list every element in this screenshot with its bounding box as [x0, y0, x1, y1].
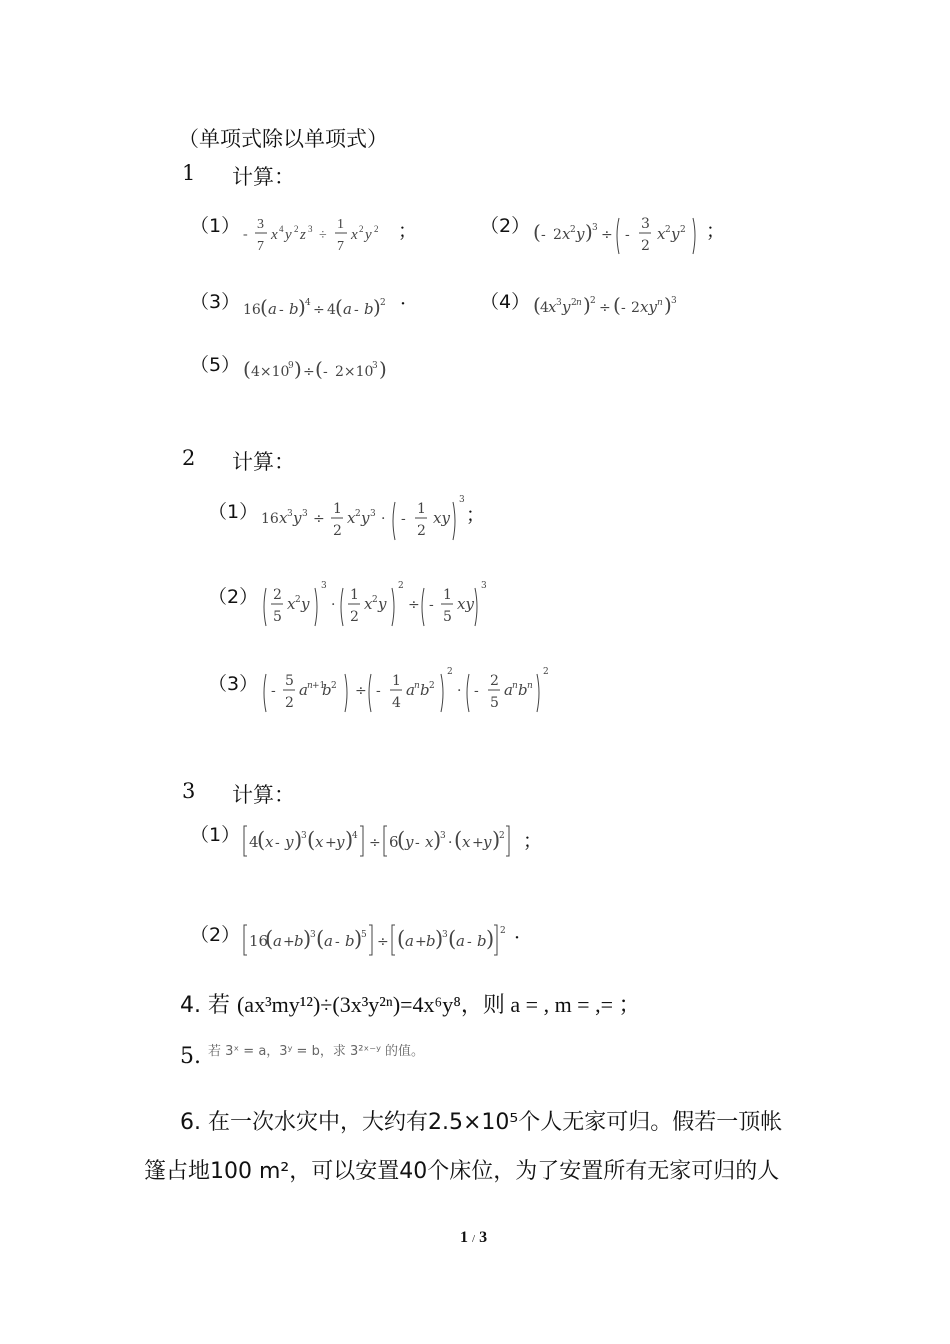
svg-text:2: 2 [295, 595, 301, 605]
svg-text:b: b [294, 932, 304, 950]
svg-text:-: - [376, 683, 381, 699]
svg-text:÷: ÷ [319, 228, 327, 243]
svg-text:3: 3 [372, 361, 378, 371]
q1-item3-expr [243, 292, 403, 326]
svg-text:a: a [273, 932, 282, 950]
q3-item2-expr [243, 921, 533, 965]
svg-text:-: - [243, 227, 248, 242]
q4-prefix: 4. 若 [180, 993, 237, 1018]
svg-text:3: 3 [440, 831, 446, 841]
svg-text:6: 6 [389, 833, 399, 851]
q1-item5-expr [243, 354, 413, 388]
svg-text:2: 2 [294, 224, 299, 234]
svg-text:÷: ÷ [313, 302, 325, 318]
svg-text:xy: xy [640, 298, 657, 316]
q3-item2-end: · [514, 927, 521, 949]
svg-text:2: 2 [398, 581, 404, 591]
svg-text:b: b [518, 681, 528, 699]
svg-text:·: · [381, 511, 386, 527]
svg-text:y: y [562, 298, 571, 316]
q2-item1-expr [261, 492, 471, 548]
svg-text:xy: xy [457, 595, 474, 613]
svg-text:3: 3 [556, 298, 562, 308]
svg-text:2: 2 [417, 523, 426, 539]
q2-title: 计算： [232, 450, 295, 474]
svg-text:n: n [576, 298, 582, 308]
q1-item4-expr [533, 290, 703, 324]
svg-text:-: - [275, 835, 280, 851]
q6-line1: 6. 在一次水灾中，大约有2.5×10⁵个人无家可归。假若一顶帐 [180, 1110, 783, 1135]
svg-text:-: - [467, 934, 472, 950]
q1-item4-label: （4） [480, 291, 531, 313]
svg-text:2: 2 [641, 238, 650, 254]
q2-item1-formula [261, 492, 471, 544]
svg-text:3: 3 [308, 224, 313, 234]
svg-text:): ) [345, 828, 354, 852]
svg-text:4: 4 [540, 300, 549, 316]
svg-text:3: 3 [592, 223, 598, 233]
q1-item1-expr [243, 214, 418, 263]
q2-item1-end: ； [466, 504, 486, 526]
svg-text:-: - [401, 511, 406, 527]
svg-text:y: y [285, 833, 294, 851]
svg-text:5: 5 [443, 609, 452, 625]
svg-text:): ) [486, 927, 495, 951]
svg-text:4: 4 [249, 833, 259, 851]
q1-item1-label: （1） [190, 215, 241, 237]
svg-text:2: 2 [273, 587, 282, 603]
svg-text:+1: +1 [312, 681, 326, 691]
q3-item1-end: ； [523, 830, 543, 852]
svg-text:(: ( [613, 293, 621, 317]
svg-text:2: 2 [285, 695, 294, 711]
q3-item2-label: （2） [190, 924, 241, 946]
svg-text:2: 2 [359, 224, 364, 234]
svg-text:3: 3 [459, 495, 465, 505]
svg-text:÷: ÷ [303, 364, 315, 380]
q2-item2-formula [261, 578, 491, 630]
svg-text:-: - [279, 302, 284, 318]
svg-text:-: - [335, 934, 340, 950]
svg-text:3: 3 [321, 581, 327, 591]
svg-text:-: - [429, 597, 434, 613]
svg-text:n: n [414, 681, 420, 691]
svg-text:3: 3 [442, 930, 448, 940]
svg-text:+: + [325, 835, 337, 851]
svg-text:3: 3 [671, 296, 677, 306]
svg-text:2: 2 [631, 300, 640, 316]
svg-text:2: 2 [447, 667, 453, 677]
svg-text:a: a [343, 300, 352, 318]
svg-text:b: b [420, 681, 430, 699]
svg-text:): ) [492, 828, 501, 852]
svg-text:÷: ÷ [408, 597, 420, 613]
svg-text:÷: ÷ [313, 511, 325, 527]
svg-text:2: 2 [570, 225, 576, 235]
q2-item2-label: （2） [208, 586, 259, 608]
svg-text:x: x [425, 833, 434, 851]
svg-text:x: x [287, 595, 296, 613]
svg-text:7: 7 [257, 239, 264, 254]
svg-text:2: 2 [543, 667, 549, 677]
svg-text:4: 4 [305, 298, 311, 308]
svg-text:3: 3 [481, 581, 487, 591]
svg-text:x: x [548, 298, 557, 316]
svg-text:3: 3 [310, 930, 316, 940]
svg-text:2: 2 [355, 509, 361, 519]
svg-text:a: a [405, 932, 414, 950]
svg-text:x: x [265, 833, 274, 851]
svg-text:3: 3 [370, 509, 376, 519]
svg-text:a: a [406, 681, 415, 699]
svg-text:b: b [477, 932, 487, 950]
svg-text:x: x [271, 227, 278, 243]
svg-text:): ) [294, 828, 303, 852]
page-separator: / [472, 1233, 476, 1245]
svg-text:a: a [504, 681, 513, 699]
svg-text:4: 4 [352, 831, 358, 841]
svg-text:-: - [541, 227, 546, 243]
svg-text:(: ( [533, 220, 541, 244]
svg-text:): ) [294, 357, 302, 381]
svg-text:1: 1 [337, 217, 344, 232]
svg-text:3: 3 [641, 216, 650, 232]
svg-text:a: a [324, 932, 333, 950]
q1-item3-formula [243, 292, 403, 322]
svg-text:2: 2 [680, 225, 686, 235]
svg-text:16: 16 [261, 511, 279, 527]
svg-text:b: b [322, 681, 332, 699]
svg-text:2: 2 [500, 926, 506, 936]
svg-text:+: + [472, 835, 484, 851]
svg-text:÷: ÷ [601, 227, 613, 243]
svg-text:9: 9 [288, 361, 294, 371]
svg-text:÷: ÷ [599, 300, 611, 316]
q1-item2-end: ； [706, 220, 726, 242]
q2-item1-label: （1） [208, 501, 259, 523]
svg-text:4: 4 [392, 695, 401, 711]
q3-item1-label: （1） [190, 824, 241, 846]
q2-item2-expr [261, 578, 491, 634]
svg-text:): ) [664, 293, 672, 317]
page-current: 1 [460, 1229, 468, 1246]
svg-text:·: · [331, 597, 336, 613]
q6-line2: 篷占地100 m²，可以安置40个床位，为了安置所有无家可归的人 [144, 1159, 780, 1184]
svg-text:2: 2 [590, 296, 596, 306]
svg-text:2: 2 [499, 831, 505, 841]
svg-text:): ) [303, 927, 312, 951]
svg-text:(: ( [397, 828, 406, 852]
svg-text:(: ( [257, 828, 266, 852]
q3-item1-formula [243, 822, 533, 862]
q1-item2-expr [533, 212, 708, 262]
svg-text:5: 5 [361, 930, 367, 940]
svg-text:2: 2 [331, 681, 337, 691]
svg-text:·: · [448, 835, 453, 851]
svg-text:-: - [621, 300, 626, 316]
svg-text:3: 3 [287, 509, 293, 519]
svg-text:2: 2 [333, 523, 342, 539]
q1-item5-label: （5） [190, 354, 241, 376]
svg-text:y: y [285, 227, 292, 243]
svg-text:-: - [415, 835, 420, 851]
q1-item2-label: （2） [480, 215, 531, 237]
svg-text:(: ( [265, 927, 274, 951]
svg-text:y: y [301, 595, 310, 613]
svg-text:2: 2 [490, 673, 499, 689]
svg-text:2: 2 [380, 298, 386, 308]
svg-text:x: x [347, 509, 356, 527]
svg-text:): ) [583, 293, 591, 317]
svg-text:4×10: 4×10 [251, 364, 290, 380]
svg-text:1: 1 [350, 587, 359, 603]
svg-text:(: ( [533, 293, 541, 317]
svg-text:): ) [379, 357, 387, 381]
svg-text:2: 2 [374, 224, 379, 234]
svg-text:a: a [456, 932, 465, 950]
q1-item3-label: （3） [190, 291, 241, 313]
q1-item3-end: · [400, 293, 407, 315]
svg-text:(: ( [448, 927, 457, 951]
svg-text:n: n [512, 681, 518, 691]
q5-number: 5. [180, 1044, 201, 1069]
svg-text:(: ( [307, 828, 316, 852]
svg-text:2×10: 2×10 [335, 364, 374, 380]
svg-text:y: y [293, 509, 302, 527]
svg-text:5: 5 [490, 695, 499, 711]
q3-item2-formula [243, 921, 533, 961]
svg-text:(: ( [315, 357, 323, 381]
q3-number: 3 [182, 779, 196, 803]
svg-text:y: y [378, 595, 387, 613]
svg-text:(: ( [335, 295, 343, 319]
svg-text:): ) [433, 828, 442, 852]
svg-text:1: 1 [417, 501, 426, 517]
svg-text:(: ( [260, 295, 268, 319]
svg-text:4: 4 [279, 224, 284, 234]
svg-text:(: ( [454, 828, 463, 852]
svg-text:-: - [271, 683, 276, 699]
section-title: （单项式除以单项式） [178, 127, 388, 151]
q1-number: 1 [182, 161, 196, 185]
svg-text:b: b [345, 932, 355, 950]
svg-text:7: 7 [337, 239, 344, 254]
q1-title: 计算： [232, 165, 295, 189]
svg-text:2: 2 [429, 681, 435, 691]
svg-text:n: n [527, 681, 533, 691]
svg-text:2: 2 [553, 227, 562, 243]
q3-title: 计算： [232, 783, 295, 807]
svg-text:1: 1 [333, 501, 342, 517]
svg-text:+: + [283, 934, 295, 950]
svg-text:x: x [315, 833, 324, 851]
svg-text:2: 2 [372, 595, 378, 605]
svg-text:-: - [625, 227, 630, 243]
q1-item5-formula [243, 354, 413, 384]
svg-text:x: x [562, 225, 571, 243]
svg-text:x: x [351, 227, 358, 243]
svg-text:): ) [298, 295, 306, 319]
svg-text:2: 2 [350, 609, 359, 625]
svg-text:z: z [300, 227, 306, 243]
svg-text:): ) [435, 927, 444, 951]
svg-text:-: - [474, 683, 479, 699]
svg-text:y: y [576, 225, 585, 243]
q1-item2-formula [533, 212, 708, 258]
svg-text:2: 2 [571, 298, 577, 308]
q2-item3-label: （3） [208, 673, 259, 695]
svg-text:): ) [373, 295, 381, 319]
svg-text:n: n [307, 681, 313, 691]
svg-text:xy: xy [433, 509, 450, 527]
svg-text:): ) [354, 927, 363, 951]
q1-item1-formula [243, 214, 418, 258]
svg-text:(: ( [243, 357, 251, 381]
svg-text:÷: ÷ [355, 683, 367, 699]
svg-text:-: - [354, 302, 359, 318]
svg-text:·: · [457, 683, 462, 699]
svg-text:y: y [365, 227, 372, 243]
svg-text:a: a [268, 300, 277, 318]
svg-text:x: x [462, 833, 471, 851]
svg-text:y: y [336, 833, 345, 851]
svg-text:-: - [323, 364, 328, 380]
svg-text:16: 16 [249, 932, 269, 950]
svg-text:1: 1 [392, 673, 401, 689]
svg-text:÷: ÷ [369, 835, 381, 851]
svg-text:16: 16 [243, 302, 261, 318]
page-number [460, 1229, 487, 1247]
svg-text:b: b [426, 932, 436, 950]
q1-item4-formula [533, 290, 703, 320]
svg-text:b: b [289, 300, 299, 318]
svg-text:4: 4 [327, 302, 336, 318]
svg-text:(: ( [397, 927, 406, 951]
q5-text: 若 3ˣ = a，3ʸ = b，求 3²ˣ⁻ʸ 的值。 [208, 1044, 425, 1059]
svg-text:2: 2 [665, 225, 671, 235]
q2-number: 2 [182, 446, 196, 470]
svg-text:): ) [585, 220, 593, 244]
svg-text:3: 3 [302, 509, 308, 519]
svg-text:y: y [405, 833, 414, 851]
q3-item1-expr [243, 822, 533, 866]
svg-text:1: 1 [443, 587, 452, 603]
svg-text:+: + [415, 934, 427, 950]
q4-text: (ax³my¹²)÷(3x³y²ⁿ)=4x⁶y⁸，则 a = , m = ,= ； [236, 992, 641, 1017]
svg-text:3: 3 [257, 217, 264, 232]
page-total: 3 [479, 1229, 488, 1246]
svg-text:a: a [299, 681, 308, 699]
svg-text:3: 3 [301, 831, 307, 841]
svg-text:y: y [483, 833, 492, 851]
q2-item3-formula [261, 664, 561, 716]
svg-text:n: n [657, 298, 663, 308]
svg-text:5: 5 [273, 609, 282, 625]
svg-text:y: y [361, 509, 370, 527]
svg-text:5: 5 [285, 673, 294, 689]
svg-text:÷: ÷ [377, 934, 389, 950]
svg-text:x: x [657, 225, 666, 243]
svg-text:x: x [364, 595, 373, 613]
q1-item1-end: ； [398, 220, 418, 242]
svg-text:(: ( [316, 927, 325, 951]
q2-item3-expr [261, 664, 561, 720]
svg-text:y: y [671, 225, 680, 243]
svg-text:x: x [279, 509, 288, 527]
q4-line [180, 988, 641, 1019]
svg-text:b: b [364, 300, 374, 318]
